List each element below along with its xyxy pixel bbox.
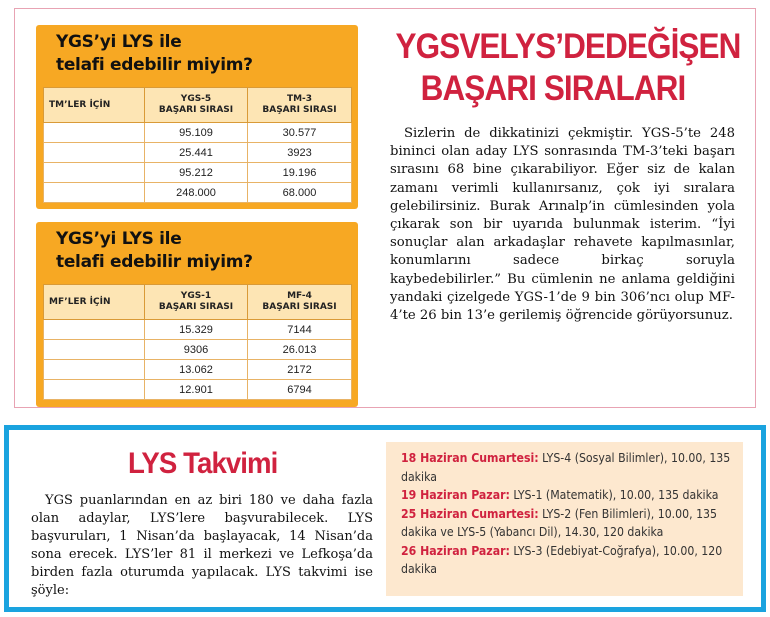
table-cell: 15.329 [145,320,248,340]
schedule-item [386,449,743,486]
table-header-cell: MF-4 BAŞARI SIRASI [248,285,352,320]
headline-line2: BAŞARI SIRALARI [420,69,686,108]
schedule-item [386,542,743,579]
table-header-cell: MF’LER İÇİN [44,285,145,320]
table-cell: 19.196 [248,163,352,183]
table-cell [44,143,145,163]
tm-box-title [56,31,253,77]
article-body: Sizlerin de dikkatinizi çekmiştir. YGS-5’te 248 bininci olan aday LYS sonrasında TM-3’teki başarı sırasını 68 bine çıkarabiliyor. Eğer siz de kalan zamanı verimli kullanırsanız, çok iyi sıralara gelebilirsiniz. Burak Arınalp’in cümlesinden yola çıkarak son bir uyarıda bulunmak isterim. “İyi sonuçlar alan arkadaşlar rehavete kapılmasınlar, konumlarını sadece birkaç soruyla kaybedebilirler.” Bu cümlenin ne anlama geldiğini yandaki çizelgede YGS-1’de 9 bin 306’ncı olup MF-4’te 26 bin 13’e gerilemiş öğrencide görüyorsunuz. [390,126,735,324]
tm-comparison-box [36,25,358,209]
table-cell: 95.109 [145,123,248,143]
table-row [44,320,352,340]
lys-calendar-frame [4,425,766,612]
table-cell: 248.000 [145,183,248,203]
table-row [44,123,352,143]
schedule-text: LYS-4 (Sosyal Bilimler), 10.00, 135 dakika [401,451,731,484]
table-cell: 6794 [248,380,352,400]
tm-box-title-line1: YGS’yi LYS ile [56,32,182,52]
tm-rank-table [43,87,352,203]
mf-comparison-box [36,222,358,407]
table-cell [44,340,145,360]
table-row [44,183,352,203]
table-row [44,380,352,400]
table-cell [44,320,145,340]
table-header-cell: YGS-5 BAŞARI SIRASI [145,88,248,123]
table-cell: 13.062 [145,360,248,380]
schedule-text: LYS-2 (Fen Bilimleri), 10.00, 135 dakika ve LYS-5 (Yabancı Dil), 14.30, 120 dakika [401,506,717,539]
table-cell: 68.000 [248,183,352,203]
table-cell [44,123,145,143]
mf-box-title-line2: telafi edebilir miyim? [56,252,253,272]
schedule-date: 26 Haziran Pazar: [401,543,510,558]
headline-line1: YGSVELYS’DEDEĞİŞEN [395,27,741,66]
table-cell [44,360,145,380]
table-cell: 3923 [248,143,352,163]
table-cell: 95.212 [145,163,248,183]
table-cell [44,380,145,400]
table-cell: 9306 [145,340,248,360]
table-cell: 25.441 [145,143,248,163]
table-row [44,143,352,163]
lys-schedule-box [386,442,743,596]
table-cell: 2172 [248,360,352,380]
table-cell [44,183,145,203]
table-cell: 12.901 [145,380,248,400]
lys-calendar-title: LYS Takvimi [128,447,278,480]
table-header-row [44,285,352,320]
mf-rank-table [43,284,352,400]
schedule-date: 25 Haziran Cumartesi: [401,506,539,521]
table-header-cell: TM-3 BAŞARI SIRASI [248,88,352,123]
schedule-text: LYS-1 (Matematik), 10.00, 135 dakika [509,488,719,502]
table-header-cell: TM’LER İÇİN [44,88,145,123]
lys-calendar-body: YGS puanlarından en az biri 180 ve daha fazla olan adaylar, LYS’lere başvurabilecek. LYS başvuruları, 1 Nisan’da başlayacak, 14 Nisan’da sona erecek. LYS’ler 81 il merkezi ve Lefkoşa’da birden fazla oturumda yapılacak. LYS takvimi ise şöyle: [31,493,373,598]
table-cell [44,163,145,183]
table-cell: 26.013 [248,340,352,360]
lys-schedule-list [386,449,743,579]
schedule-item [386,505,743,542]
table-row [44,340,352,360]
mf-box-title-line1: YGS’yi LYS ile [56,229,182,249]
article-headline [395,26,741,110]
table-header-cell: YGS-1 BAŞARI SIRASI [145,285,248,320]
schedule-text: LYS-3 (Edebiyat-Coğrafya), 10.00, 120 dakika [401,543,723,576]
table-header-row [44,88,352,123]
tm-box-title-line2: telafi edebilir miyim? [56,55,253,75]
schedule-date: 18 Haziran Cumartesi: [401,451,539,465]
schedule-item [386,486,743,505]
table-row [44,163,352,183]
table-cell: 7144 [248,320,352,340]
schedule-date: 19 Haziran Pazar: [401,488,510,502]
table-cell: 30.577 [248,123,352,143]
mf-box-title [56,228,253,274]
table-row [44,360,352,380]
